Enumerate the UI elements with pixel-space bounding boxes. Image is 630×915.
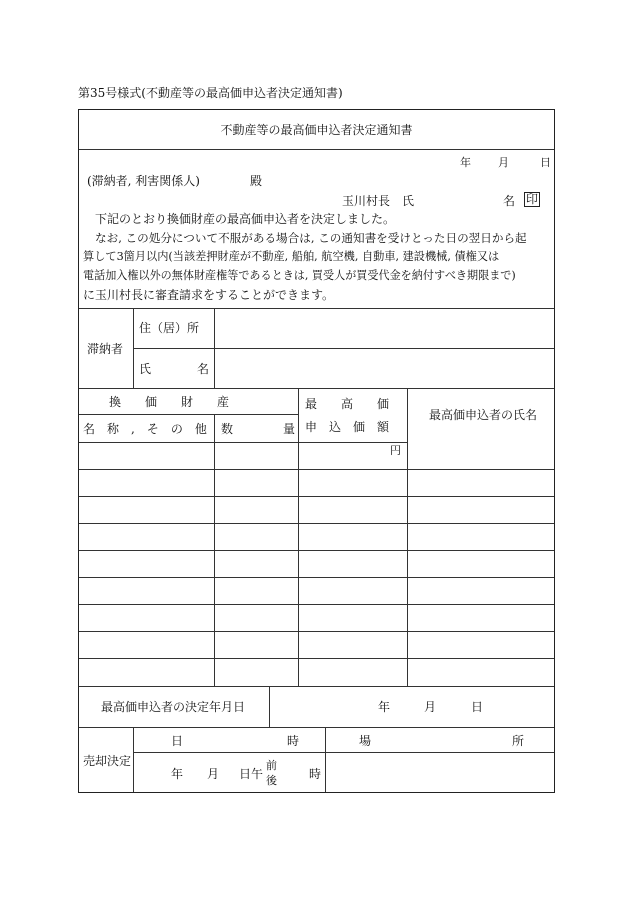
table-row-divider [79, 686, 554, 687]
col-price-2: 申 込 価 額 [305, 420, 390, 434]
sale-pm: 後 [266, 774, 277, 787]
body-line-2: なお, この処分について不服がある場合は, この通知書を受けとった日の翌日から起 [95, 231, 527, 245]
divider [325, 727, 326, 792]
col-price-1: 最 高 価 [305, 397, 390, 411]
date-day: 日 [540, 156, 551, 169]
body-line-5: に玉川村長に審査請求をすることができます。 [83, 288, 335, 302]
date-month: 月 [498, 156, 509, 169]
seal-label: 印 [526, 192, 539, 206]
divider [407, 388, 408, 686]
table-row-divider [79, 469, 554, 470]
sale-hour: 時 [309, 767, 322, 781]
sale-day: 日 [239, 767, 252, 781]
issuer-title: 玉川村長 氏 [342, 194, 415, 208]
sale-am-pm-prefix: 午 [251, 767, 264, 781]
divider [133, 348, 554, 349]
divider [133, 727, 134, 792]
addressee: (滞納者, 利害関係人) [87, 174, 200, 188]
decision-day: 日 [471, 700, 484, 714]
col-qty-2: 量 [283, 422, 296, 436]
divider [298, 388, 299, 686]
sale-time-label: 時 [287, 734, 300, 748]
yen-unit: 円 [390, 444, 401, 457]
table-row-divider [79, 523, 554, 524]
divider [269, 686, 270, 727]
decision-month: 月 [424, 700, 437, 714]
table-row-divider [79, 604, 554, 605]
sale-place-label-1: 場 [359, 734, 372, 748]
divider [79, 442, 407, 443]
issuer-name-char: 名 [503, 194, 516, 208]
date-year: 年 [460, 156, 471, 169]
sale-month: 月 [207, 767, 220, 781]
decision-date-label: 最高価申込者の決定年月日 [101, 700, 246, 714]
divider [79, 308, 554, 309]
sale-date-label: 日 [171, 734, 184, 748]
form-number-label: 第35号様式(不動産等の最高価申込者決定通知書) [78, 86, 343, 100]
table-row-divider [79, 577, 554, 578]
body-line-3: 算して3箇月以内(当該差押財産が不動産, 船舶, 航空機, 自動車, 建設機械, 債権又は [83, 250, 500, 263]
address-label: 住（居）所 [139, 321, 200, 335]
document-title: 不動産等の最高価申込者決定通知書 [220, 123, 413, 137]
property-header: 換 価 財 産 [109, 395, 230, 409]
sale-year: 年 [171, 767, 184, 781]
divider [79, 727, 554, 728]
col-bidder-name: 最高価申込者の氏名 [429, 408, 538, 422]
body-line-1: 下記のとおり換価財産の最高価申込者を決定しました。 [95, 212, 396, 226]
notice-form [78, 109, 555, 793]
divider [79, 149, 554, 150]
table-row-divider [79, 496, 554, 497]
decision-year: 年 [378, 700, 391, 714]
name-label-2: 名 [197, 362, 210, 376]
name-label-1: 氏 [139, 362, 152, 376]
seal-mark [524, 192, 540, 207]
sale-decision-label: 売却決定 [83, 754, 132, 768]
body-line-4: 電話加入権以外の無体財産権等であるときは, 買受人が買受代金を納付すべき期限まで) [83, 269, 516, 282]
divider [79, 388, 554, 389]
table-row-divider [79, 658, 554, 659]
divider [133, 752, 554, 753]
col-name-other: 名 称 , そ の 他 [83, 422, 207, 436]
honorific: 殿 [250, 174, 263, 188]
delinquent-label: 滞納者 [87, 342, 124, 356]
col-qty-1: 数 [221, 422, 234, 436]
sale-place-label-2: 所 [512, 734, 525, 748]
table-row-divider [79, 550, 554, 551]
divider [79, 414, 298, 415]
table-row-divider [79, 631, 554, 632]
sale-am: 前 [266, 759, 277, 772]
